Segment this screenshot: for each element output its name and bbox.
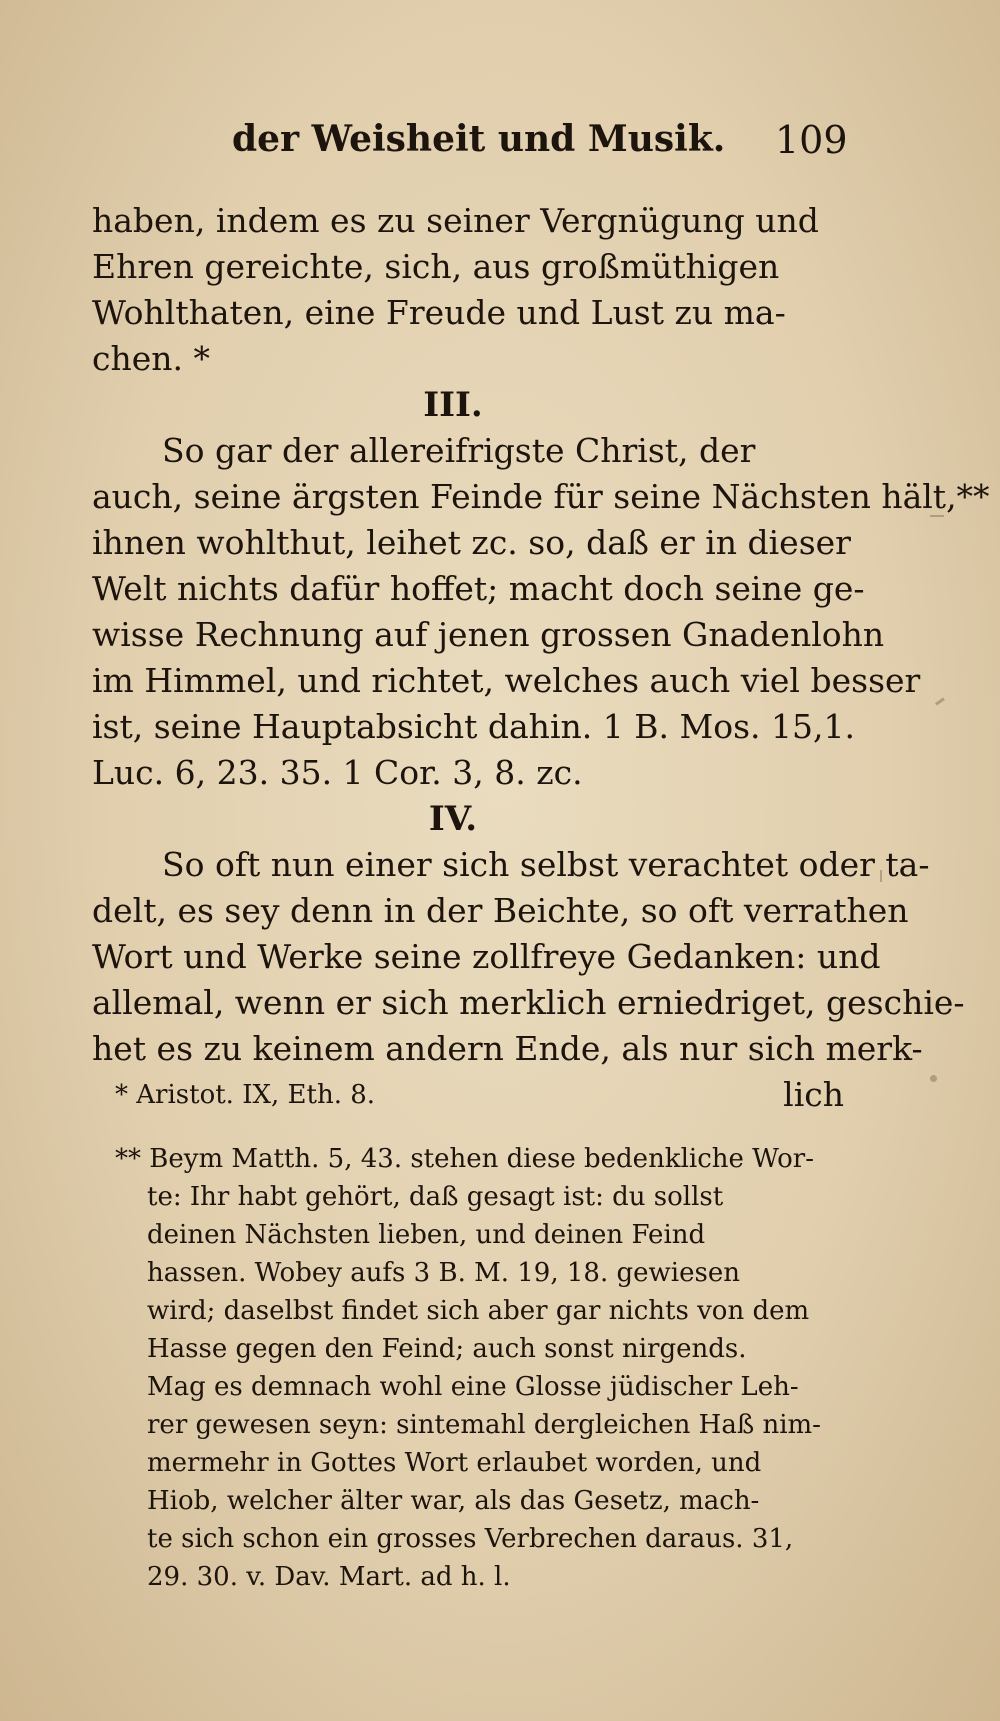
text-line: ihnen wohlthut, leihet zc. so, daß er in dieser	[92, 523, 851, 562]
text-line: allemal, wenn er sich merklich erniedriget, geschie-	[92, 983, 965, 1022]
footnote-line: Mag es demnach wohl eine Glosse jüdischer Leh-	[147, 1372, 799, 1402]
text-line: het es zu keinem andern Ende, als nur sich merk-	[92, 1029, 923, 1068]
footnote-line: wird; daselbst findet sich aber gar nichts von dem	[147, 1296, 810, 1326]
page-number: 109	[775, 118, 848, 162]
text-line: delt, es sey denn in der Beichte, so oft verrathen	[92, 891, 909, 930]
text-line: Luc. 6, 23. 35. 1 Cor. 3, 8. zc.	[92, 753, 583, 792]
text-line: Welt nichts dafür hoffet; macht doch seine ge-	[92, 569, 865, 608]
text-line: Wohlthaten, eine Freude und Lust zu ma-	[92, 293, 786, 332]
footnote-line: te: Ihr habt gehört, daß gesagt ist: du sollst	[147, 1182, 724, 1212]
footnote-line: Hasse gegen den Feind; auch sonst nirgends.	[147, 1334, 747, 1364]
text-line: im Himmel, und richtet, welches auch viel besser	[92, 661, 921, 700]
text-line: So gar der allereifrigste Christ, der	[162, 431, 756, 470]
footnote-line: 29. 30. v. Dav. Mart. ad h. l.	[147, 1562, 511, 1592]
paper-speck	[935, 697, 945, 705]
footnote-line: te sich schon ein grosses Verbrechen daraus. 31,	[147, 1524, 794, 1554]
footnote-line: rer gewesen seyn: sintemahl dergleichen Haß nim-	[147, 1410, 821, 1440]
text-line: So oft nun einer sich selbst verachtet oder ta-	[162, 845, 930, 884]
text-line: Wort und Werke seine zollfreye Gedanken: und	[92, 937, 881, 976]
text-line: auch, seine ärgsten Feinde für seine Nächsten hält,**	[92, 477, 990, 516]
footnote-line: hassen. Wobey aufs 3 B. M. 19, 18. gewiesen	[147, 1258, 740, 1288]
paper-speck	[930, 515, 944, 517]
text-line: wisse Rechnung auf jenen grossen Gnadenlohn	[92, 615, 885, 654]
text-line: chen. *	[92, 339, 210, 378]
paper-speck	[930, 1075, 937, 1082]
text-line: haben, indem es zu seiner Vergnügung und	[92, 201, 819, 240]
footnote-line: * Aristot. IX, Eth. 8.	[115, 1080, 376, 1110]
section-marker-iv: IV.	[428, 799, 478, 839]
footnotes	[115, 1076, 865, 1596]
footnote-line: ** Beym Matth. 5, 43. stehen diese bedenkliche Wor-	[115, 1144, 814, 1174]
footnote-line: deinen Nächsten lieben, und deinen Feind	[147, 1220, 706, 1250]
footnote-line: mermehr in Gottes Wort erlaubet worden, und	[147, 1448, 762, 1478]
footnote-line: Hiob, welcher älter war, als das Gesetz, mach-	[147, 1486, 760, 1516]
paper-speck	[880, 870, 882, 882]
text-line: ist, seine Hauptabsicht dahin. 1 B. Mos. 15,1.	[92, 707, 855, 746]
running-head	[0, 112, 1000, 172]
section-marker-iii: III.	[423, 385, 483, 425]
text-line: Ehren gereichte, sich, aus großmüthigen	[92, 247, 780, 286]
catchword: lich	[783, 1075, 844, 1114]
body-text	[92, 198, 990, 1118]
running-title: der Weisheit und Musik.	[232, 118, 726, 160]
